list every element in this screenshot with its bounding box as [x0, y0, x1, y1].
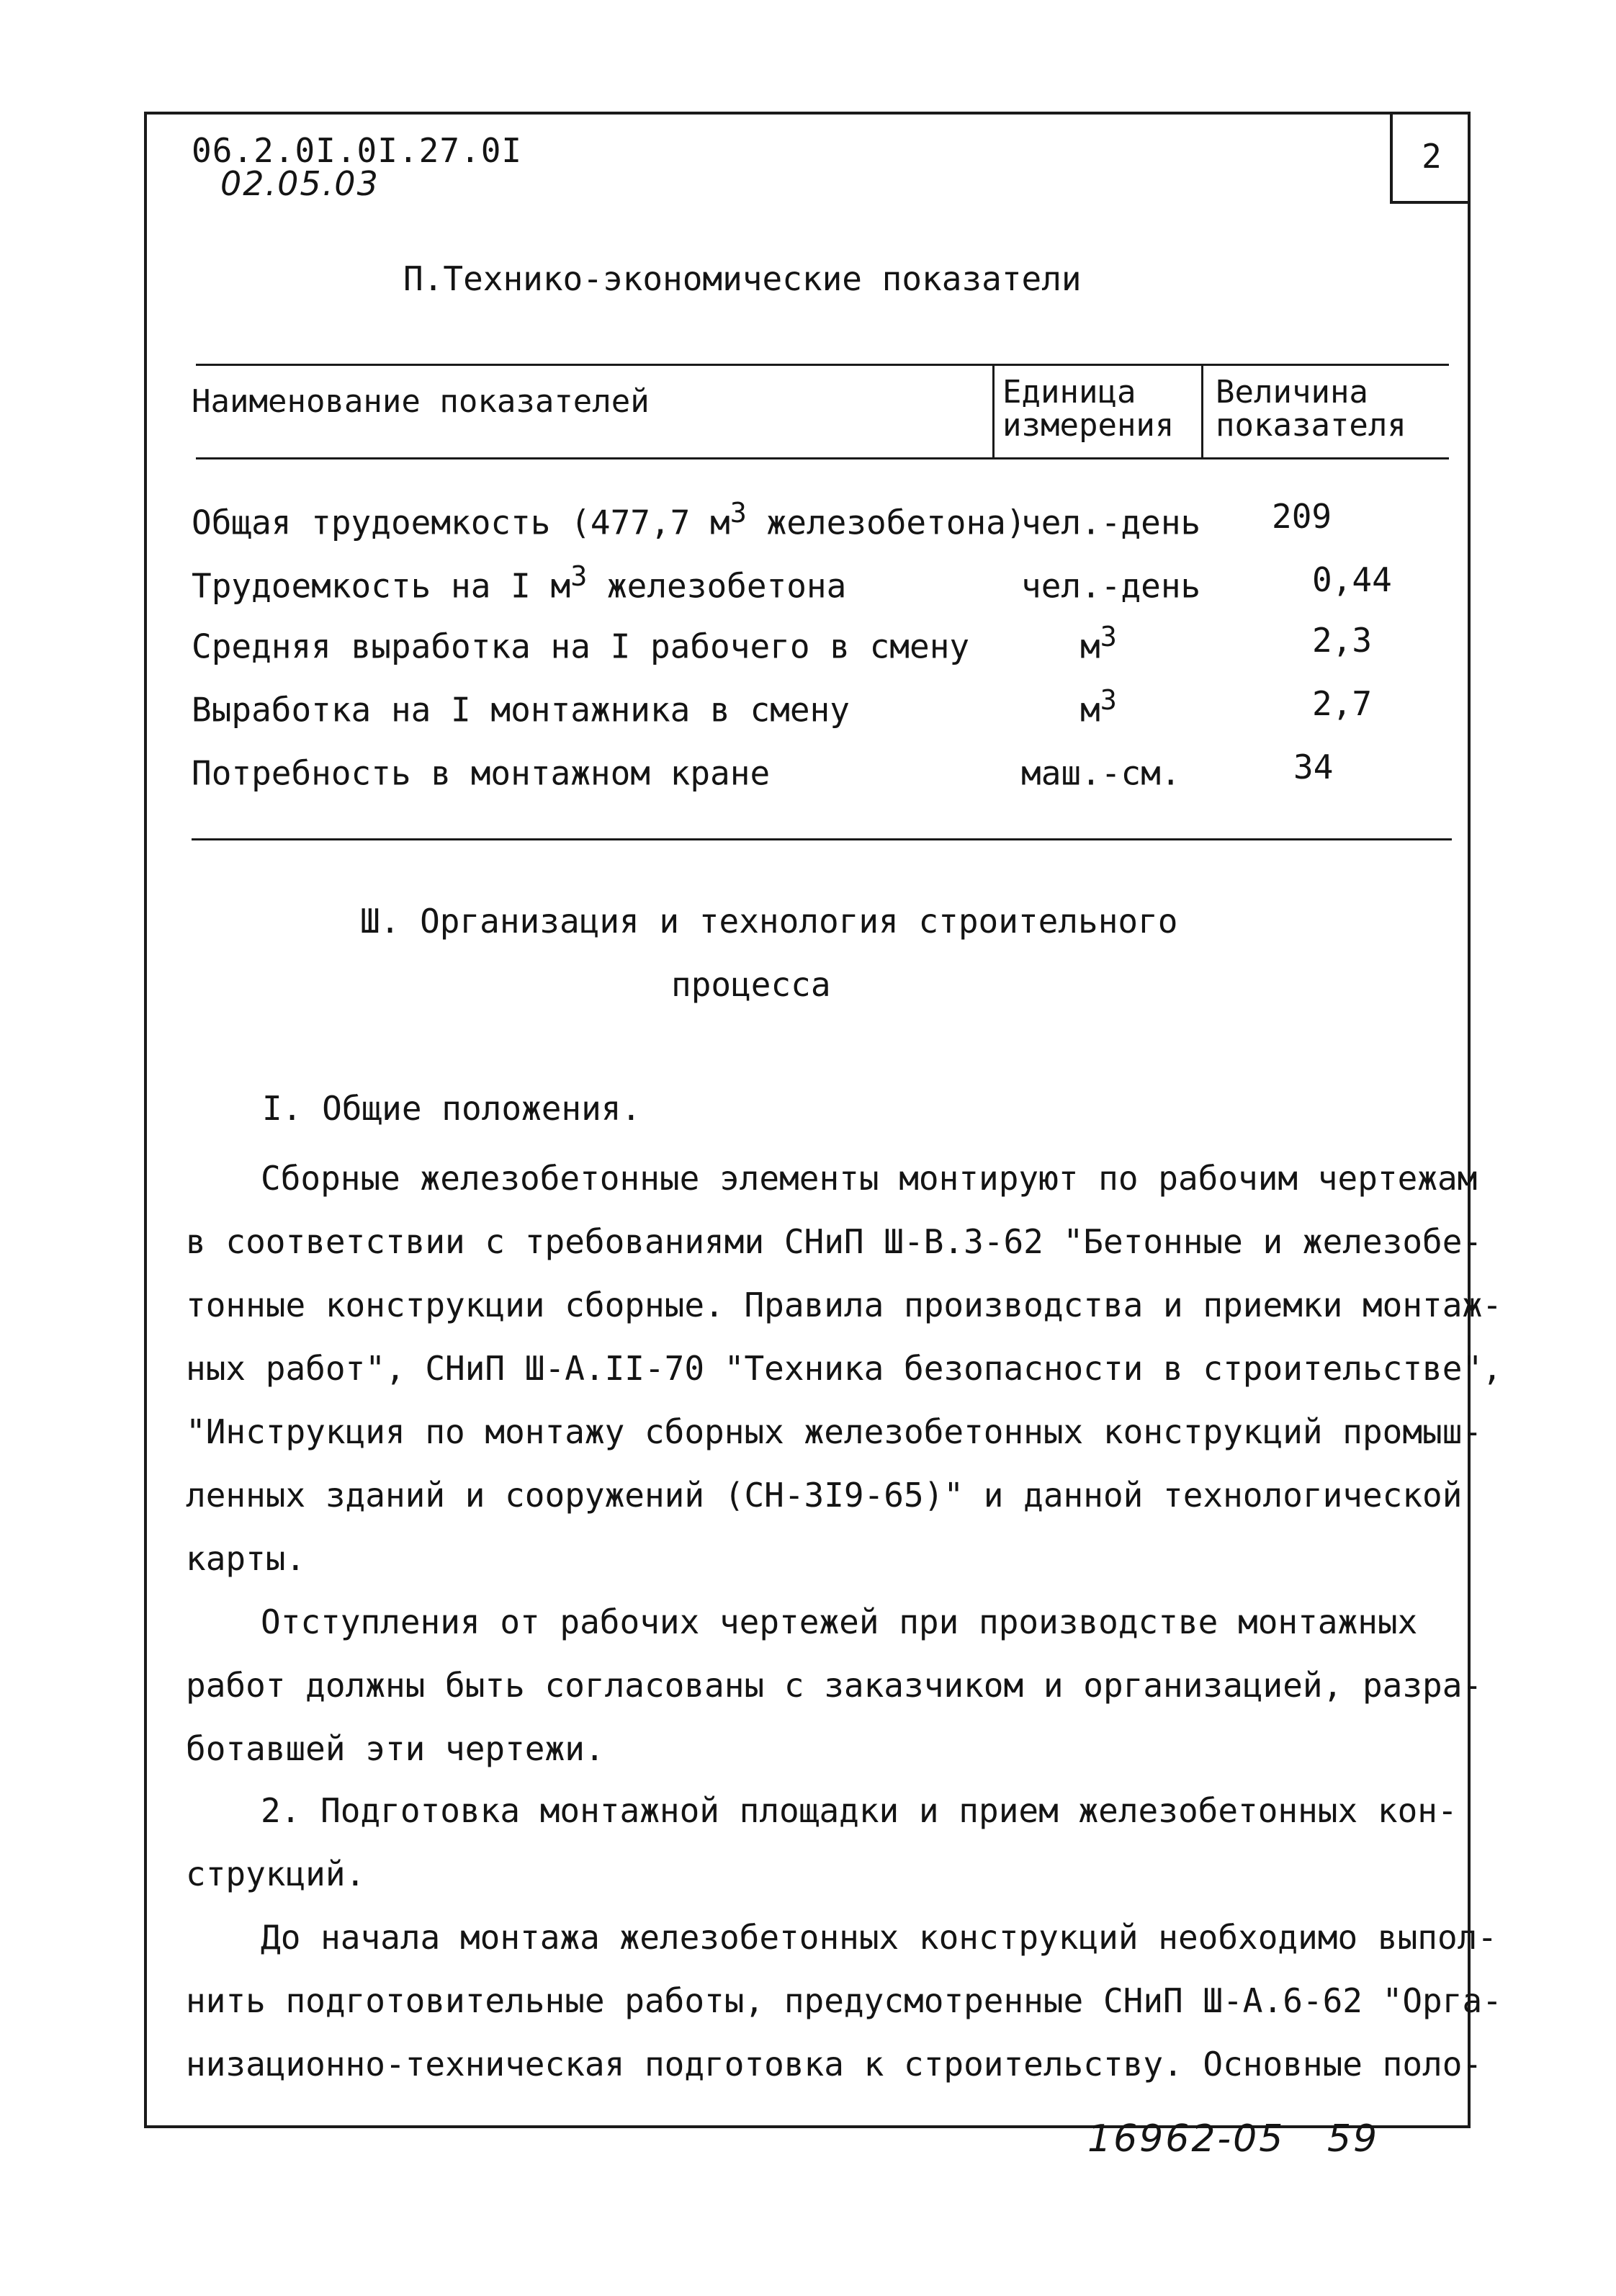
- table-row-name: Средняя выработка на I рабочего в смену: [192, 627, 970, 666]
- table-top-rule: [196, 364, 1449, 366]
- table-row-unit: $м^3$: [1080, 684, 1117, 730]
- paragraph-line: До начала монтажа железобетонных конструкций необходимо выпол-: [261, 1918, 1498, 1957]
- table-row-unit: чел.-день: [1021, 503, 1201, 542]
- table-row-name: Выработка на I монтажника в смену: [192, 690, 850, 730]
- table-bottom-rule: [192, 838, 1452, 840]
- paragraph-2: [186, 1590, 1483, 1780]
- paragraph-line: в соответствии с требованиями СНиП Ш-В.3-62 "Бетонные и железобе-: [186, 1222, 1483, 1261]
- paragraph-line: Отступления от рабочих чертежей при производстве монтажных: [261, 1602, 1418, 1641]
- section3-title-line2: процесса: [671, 965, 831, 1004]
- paragraph-line: работ должны быть согласованы с заказчиком и организацией, разра-: [186, 1666, 1483, 1705]
- paragraph-1: [186, 1147, 1502, 1590]
- paragraph-line: ных работ", СНиП Ш-А.II-70 "Техника безопасности в строительстве",: [186, 1349, 1502, 1388]
- paragraph-3: [186, 1906, 1502, 2096]
- section2-title: П.Технико-экономические показатели: [403, 259, 1082, 298]
- table-row-unit: чел.-день: [1021, 566, 1201, 606]
- paragraph-line: тонные конструкции сборные. Правила производства и приемки монтаж-: [186, 1286, 1502, 1324]
- subsection1-title: I. Общие положения.: [262, 1089, 642, 1128]
- table-row-value: 209: [1272, 497, 1332, 536]
- paragraph-line: ботавшей эти чертежи.: [186, 1729, 605, 1768]
- subsection2-line: струкций.: [186, 1855, 366, 1893]
- document-code: 06.2.0I.0I.27.0I: [192, 131, 523, 170]
- subsection2-line: 2. Подготовка монтажной площадки и прием железобетонных кон-: [261, 1791, 1458, 1830]
- paragraph-line: ленных зданий и сооружений (СН-3I9-65)" и данной технологической: [186, 1476, 1463, 1515]
- footer-handwritten-number: 16962-05 59: [1087, 2117, 1380, 2161]
- table-header-value-line1: Величина: [1216, 374, 1368, 411]
- subsection2-title: [186, 1779, 1458, 1906]
- table-header-unit-line1: Единица: [1002, 374, 1136, 411]
- table-row-value: 2,3: [1312, 621, 1373, 660]
- table-row-unit: $м^3$: [1080, 621, 1117, 666]
- table-header-rule: [196, 457, 1449, 459]
- paragraph-line: низационно-техническая подготовка к строительству. Основные поло-: [186, 2045, 1483, 2084]
- table-row-name: Потребность в монтажном кране: [192, 753, 771, 793]
- handwritten-date: 02.05.03: [220, 164, 380, 203]
- paragraph-line: нить подготовительные работы, предусмотренные СНиП Ш-А.6-62 "Орга-: [186, 1981, 1502, 2020]
- table-row-unit: маш.-см.: [1021, 753, 1181, 793]
- page-number: 2: [1422, 137, 1442, 176]
- page-number-box: [1390, 112, 1471, 204]
- paragraph-line: карты.: [186, 1539, 306, 1578]
- paragraph-line: "Инструкция по монтажу сборных железобетонных конструкций промыш-: [186, 1412, 1483, 1451]
- table-row-value: 34: [1293, 748, 1334, 786]
- table-row-value: 0,44: [1312, 560, 1392, 599]
- paragraph-line: Сборные железобетонные элементы монтируют по рабочим чертежам: [261, 1159, 1478, 1198]
- table-col-divider-2: [1201, 364, 1203, 459]
- table-row-name: Трудоемкость на I $м^3$ железобетона: [192, 560, 847, 606]
- table-row-value: 2,7: [1312, 684, 1373, 723]
- table-col-divider-1: [992, 364, 995, 459]
- section3-title-line1: Ш. Организация и технология строительного: [360, 902, 1178, 941]
- table-header-value-line2: показателя: [1216, 407, 1406, 444]
- table-header-name: Наименование показателей: [192, 383, 650, 420]
- table-row-name: Общая трудоемкость (477,7 $м^3$ железобетона): [192, 497, 1026, 542]
- table-header-unit-line2: измерения: [1002, 407, 1175, 444]
